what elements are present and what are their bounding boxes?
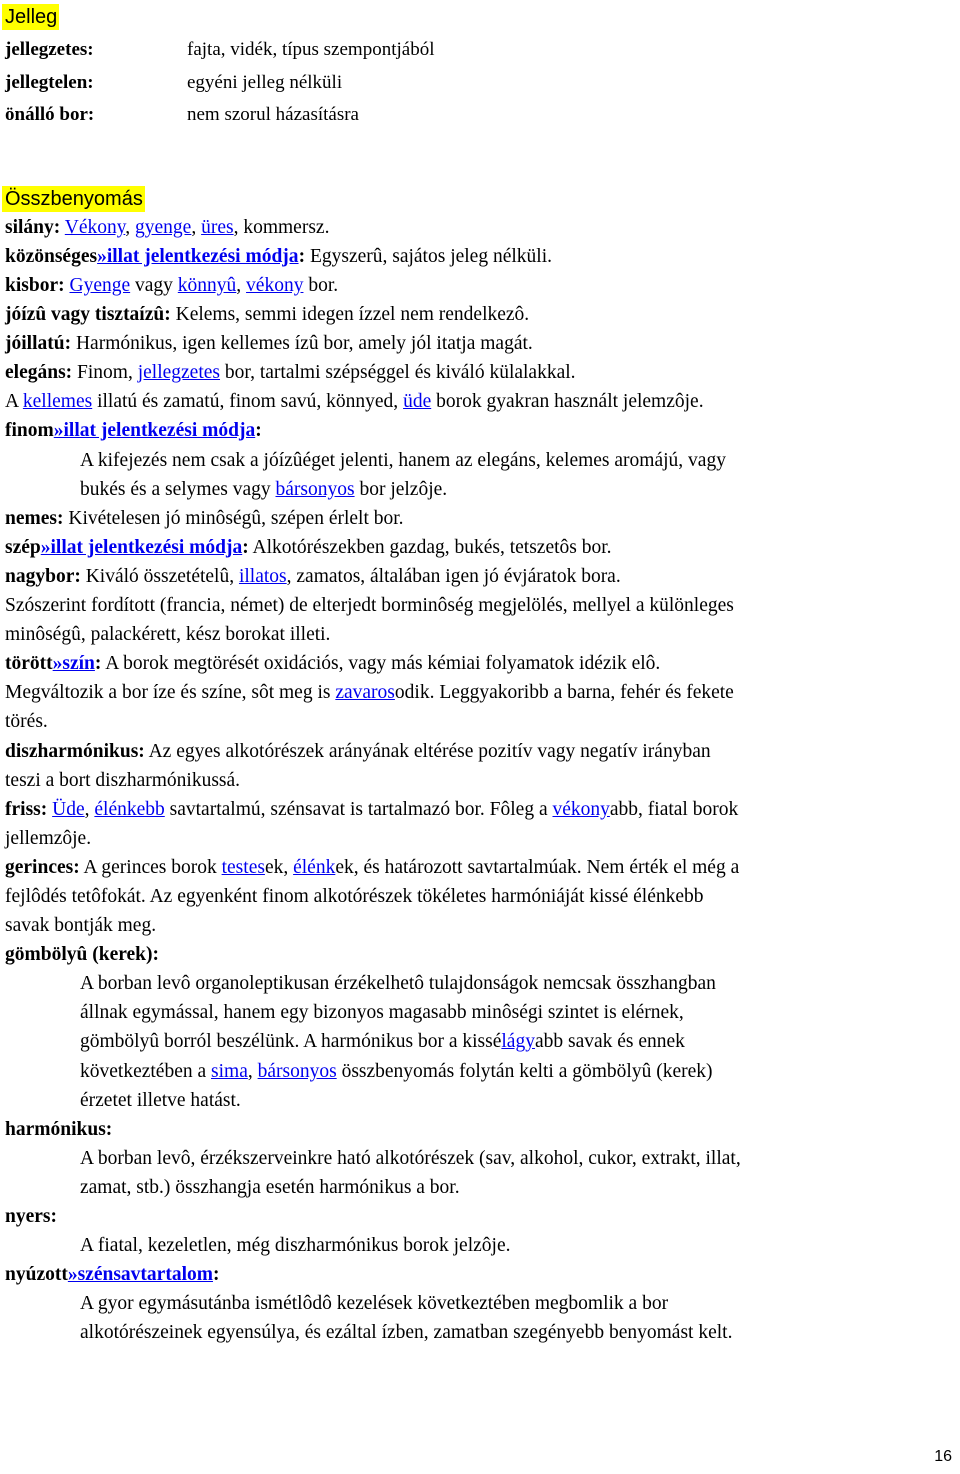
entry-text: minôségû, palackérett, kész borokat illeti.: [5, 624, 331, 645]
link-ude[interactable]: Üde: [52, 799, 85, 820]
entry-kellemes: A kellemes illatú és zamatú, finom savú, könnyed, üde borok gyakran használt jelemzôje.: [5, 391, 704, 412]
entry-term: nagybor:: [5, 566, 81, 587]
definition-term: jellegtelen:: [5, 72, 94, 93]
link-illat-jelentkezesi-modja[interactable]: »illat jelentkezési módja: [40, 537, 243, 558]
entry-term: törött: [5, 653, 53, 674]
entry-torott: törött»szín: A borok megtörését oxidációs, vagy más kémiai folyamatok idézik elô.: [5, 653, 661, 674]
entry-term: finom: [5, 420, 54, 441]
entry-text: alkotórészeinek egyensúlya, és ezáltal ízben, zamatban szegényebb benyomást kelt.: [80, 1322, 733, 1343]
entry-text: teszi a bort diszharmónikussá.: [5, 770, 241, 791]
section-heading-osszbenyomas: Összbenyomás: [2, 186, 145, 212]
entry-term: diszharmónikus:: [5, 741, 145, 762]
entry-text: zamat, stb.) összhangja esetén harmónikus a bor.: [80, 1177, 460, 1198]
entry-silany: silány: Vékony, gyenge, üres, kommersz.: [5, 217, 330, 238]
link-konnyu[interactable]: könnyû: [177, 275, 237, 296]
entry-term: silány:: [5, 217, 61, 238]
entry-term: nyúzott: [5, 1264, 68, 1285]
link-illatos[interactable]: illatos: [238, 566, 287, 587]
link-ude[interactable]: üde: [403, 391, 432, 412]
link-vekony[interactable]: Vékony: [64, 217, 126, 238]
link-lagy[interactable]: lágy: [501, 1031, 535, 1052]
entry-text: Megváltozik a bor íze és színe, sôt meg is zavarosodik. Leggyakoribb a barna, fehér és fekete: [5, 682, 734, 703]
entry-nagybor: nagybor: Kiváló összetételû, illatos, zamatos, általában igen jó évjáratok bora.: [5, 566, 621, 587]
entry-friss: friss: Üde, élénkebb savtartalmú, szénsavat is tartalmazó bor. Fôleg a vékonyabb, fiatal borok: [5, 799, 739, 820]
entry-gombolyu: [5, 940, 159, 969]
entry-term: nyers:: [5, 1206, 57, 1227]
entry-term: jóillatú:: [5, 333, 72, 354]
entry-text: fejlôdés tetôfokát. Az egyenként finom alkotórészek tökéletes harmóniáját kissé élénkebb: [5, 886, 704, 907]
entry-term: gerinces:: [5, 857, 80, 878]
entry-term: friss:: [5, 799, 48, 820]
entry-joizu: jóízû vagy tisztaízû: Kelems, semmi idegen ízzel nem rendelkezô.: [5, 304, 530, 325]
entry-diszharmonikus: diszharmónikus: Az egyes alkotórészek arányának eltérése pozitív vagy negatív irányban: [5, 741, 711, 762]
entry-joillatu: jóillatú: Harmónikus, igen kellemes ízû bor, amely jól itatja magát.: [5, 333, 533, 354]
link-elenk[interactable]: élénk: [293, 857, 336, 878]
entry-elegans: elegáns: Finom, jellegzetes bor, tartalmi szépséggel és kiváló külalakkal.: [5, 362, 576, 383]
link-kellemes[interactable]: kellemes: [22, 391, 93, 412]
link-vekony[interactable]: vékony: [246, 275, 304, 296]
definition-desc: egyéni jelleg nélküli: [187, 72, 343, 93]
entry-gerinces: gerinces: A gerinces borok testesek, élénkek, és határozott savtartalmúak. Nem érték el még a: [5, 857, 740, 878]
entry-text: következtében a sima, bársonyos összbenyomás folytán kelti a gömbölyû (kerek): [80, 1061, 713, 1082]
link-elenkebb[interactable]: élénkebb: [94, 799, 165, 820]
link-sima[interactable]: sima: [211, 1061, 248, 1082]
entry-text: jellemzôje.: [5, 828, 92, 849]
link-illat-jelentkezesi-modja[interactable]: »illat jelentkezési módja: [97, 246, 299, 267]
definition-desc: fajta, vidék, típus szempontjából: [187, 39, 435, 60]
entry-text: állnak egymással, hanem egy bizonyos magasabb minôségi szintet is elérnek,: [80, 1002, 684, 1023]
entry-term: kisbor:: [5, 275, 65, 296]
link-barsonyos[interactable]: bársonyos: [257, 1061, 337, 1082]
definition-term: önálló bor:: [5, 104, 95, 125]
entry-text: A fiatal, kezeletlen, még diszharmónikus borok jelzôje.: [80, 1235, 511, 1256]
entry-text: törés.: [5, 711, 48, 732]
entry-text: A borban levô, érzékszerveinkre ható alkotórészek (sav, alkohol, cukor, extrakt, illat,: [80, 1148, 741, 1169]
entry-term: szép: [5, 537, 41, 558]
link-gyenge[interactable]: gyenge: [135, 217, 192, 238]
link-jellegzetes[interactable]: jellegzetes: [137, 362, 221, 383]
section-heading-jelleg: Jelleg: [2, 4, 59, 30]
entry-text: A borban levô organoleptikusan érzékelhetô tulajdonságok nemcsak összhangban: [80, 973, 716, 994]
entry-term: gömbölyû (kerek):: [5, 944, 160, 965]
entry-term: közönséges: [5, 246, 98, 267]
entry-term: harmónikus:: [5, 1119, 113, 1140]
link-gyenge[interactable]: Gyenge: [69, 275, 131, 296]
entry-text: A kifejezés nem csak a jóízûéget jelenti, hanem az elegáns, kelemes aromájú, vagy: [80, 450, 726, 471]
link-illat-jelentkezesi-modja[interactable]: »illat jelentkezési módja: [53, 420, 256, 441]
link-testes[interactable]: testes: [221, 857, 265, 878]
entry-kisbor: kisbor: Gyenge vagy könnyû, vékony bor.: [5, 275, 339, 296]
entry-nyers: [5, 1202, 57, 1231]
link-vekony[interactable]: vékony: [552, 799, 610, 820]
entry-kozonseges: közönséges»illat jelentkezési módja: Egyszerû, sajátos jeleg nélküli.: [5, 246, 552, 267]
link-szin[interactable]: »szín: [52, 653, 95, 674]
entry-text: Szószerint fordított (francia, német) de elterjedt borminôség megjelölés, mellyel a különleges: [5, 595, 734, 616]
entry-nyuzott: nyúzott»szénsavtartalom:: [5, 1264, 220, 1285]
definition-desc: nem szorul házasításra: [187, 104, 359, 125]
link-zavaros[interactable]: zavaros: [335, 682, 395, 703]
entry-szep: szép»illat jelentkezési módja: Alkotórészekben gazdag, bukés, tetszetôs bor.: [5, 537, 612, 558]
definition-term: jellegzetes:: [5, 39, 94, 60]
entry-text: A gyor egymásutánba ismétlôdô kezelések következtében megbomlik a bor: [80, 1293, 669, 1314]
entry-text: érzetet illetve hatást.: [80, 1090, 241, 1111]
entry-finom: finom»illat jelentkezési módja:: [5, 420, 262, 441]
entry-text: savak bontják meg.: [5, 915, 157, 936]
link-ures[interactable]: üres: [201, 217, 234, 238]
entry-term: jóízû vagy tisztaízû:: [5, 304, 171, 325]
entry-text: gömbölyû borról beszélünk. A harmónikus bor a kissélágyabb savak és ennek: [80, 1031, 685, 1052]
entry-text: bukés és a selymes vagy bársonyos bor jelzôje.: [80, 479, 448, 500]
link-szensavtartalom[interactable]: »szénsavtartalom: [67, 1264, 213, 1285]
entry-nemes: nemes: Kivételesen jó minôségû, szépen érlelt bor.: [5, 508, 404, 529]
entry-harmonikus: [5, 1115, 112, 1144]
entry-term: nemes:: [5, 508, 64, 529]
link-barsonyos[interactable]: bársonyos: [275, 479, 355, 500]
page-number: 16: [934, 1448, 952, 1465]
entry-term: elegáns:: [5, 362, 73, 383]
